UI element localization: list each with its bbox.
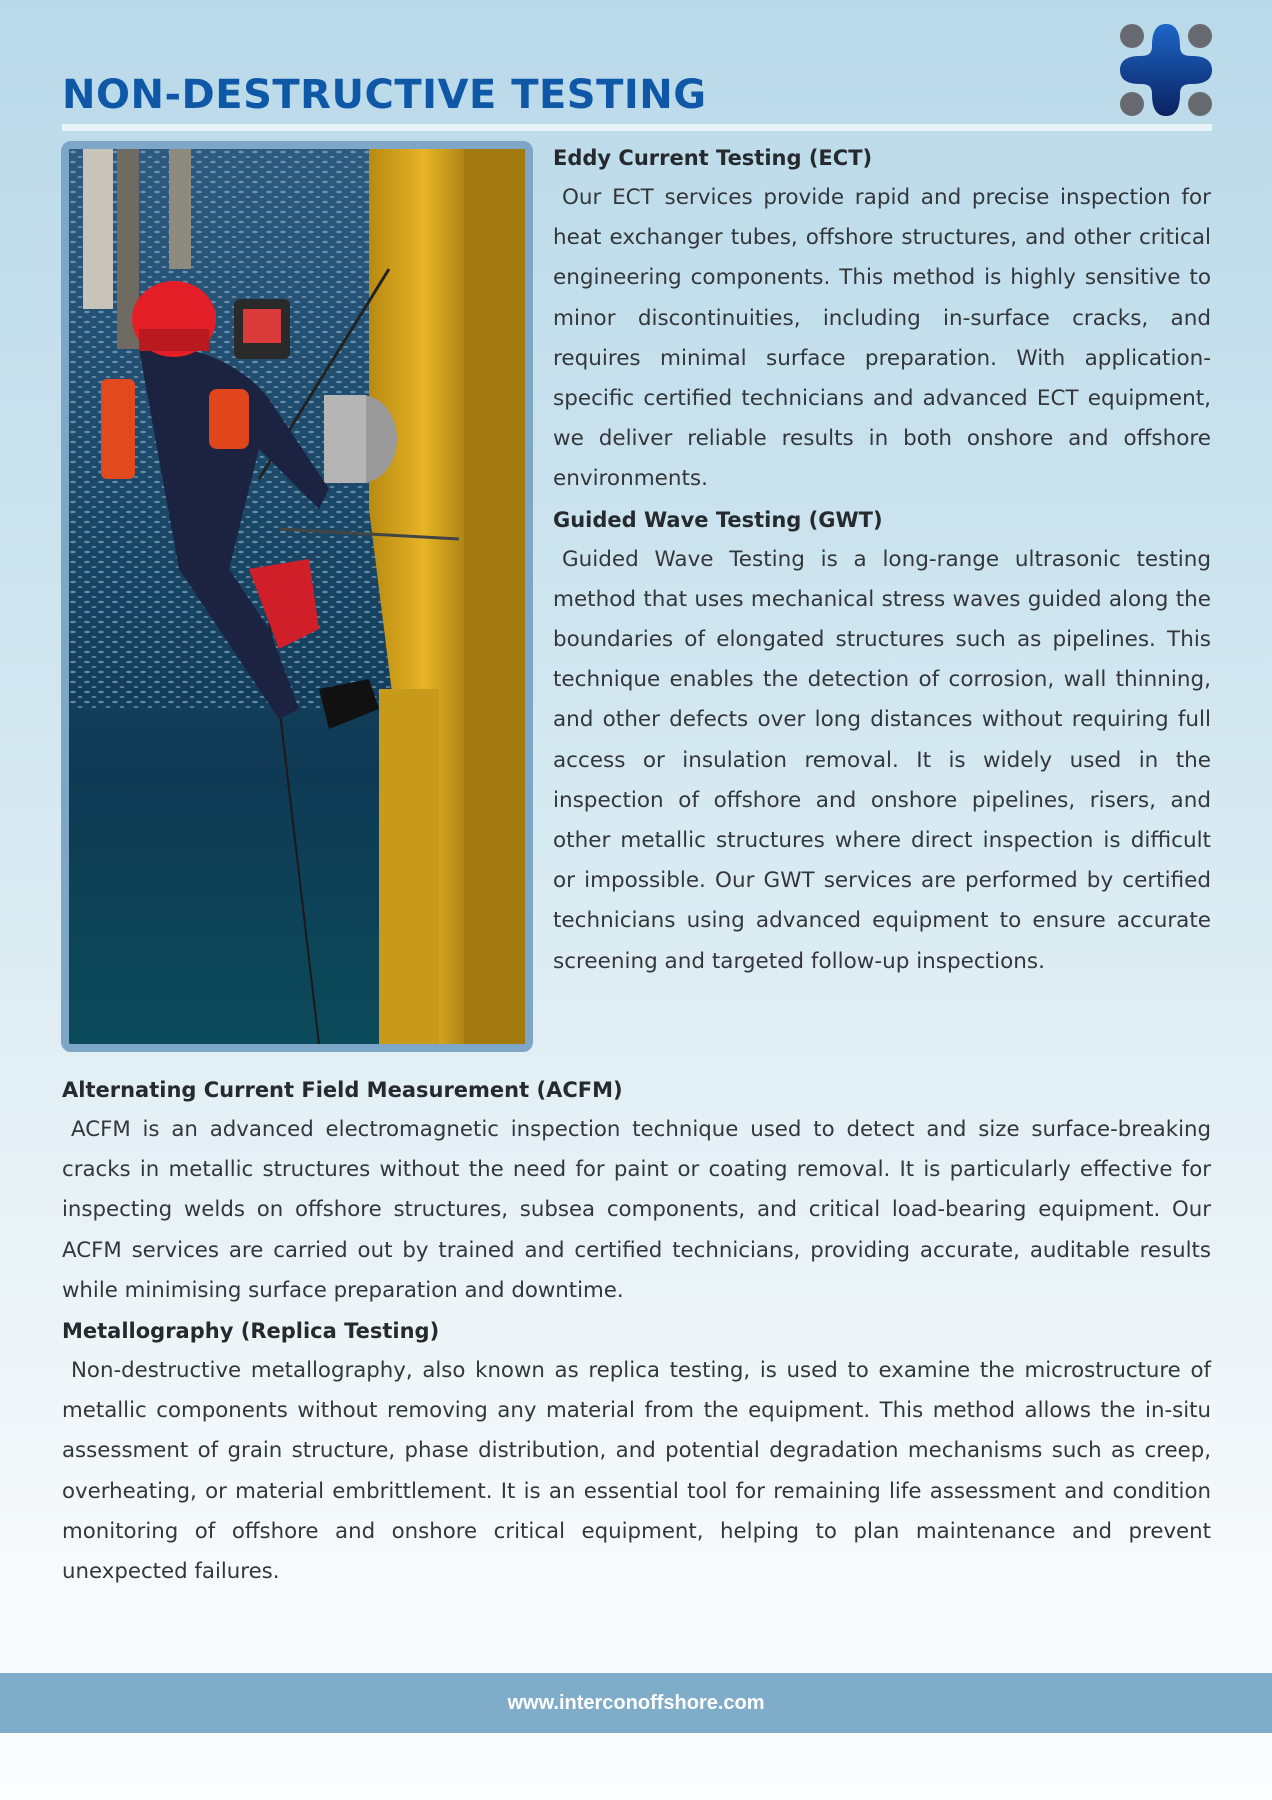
right-text-column — [553, 138, 1211, 982]
full-width-text-column — [62, 1070, 1211, 1592]
gwt-paragraph: Guided Wave Testing is a long-range ultrasonic testing method that uses mechanical stress waves guided along the boundaries of elongated structures such as pipelines. This technique enables the detection of corrosion, wall thinning, and other defects over long distances without requiring full access or insulation removal. It is widely used in the inspection of offshore and onshore pipelines, risers, and other metallic structures where direct inspection is difficult or impossible. Our GWT services are performed by certified technicians using advanced equipment to ensure accurate screening and targeted follow-up inspections. — [553, 546, 1211, 974]
metallography-heading: Metallography (Replica Testing) — [62, 1319, 440, 1344]
website-link[interactable]: www.interconoffshore.com — [507, 1691, 765, 1714]
company-logo-icon — [1118, 22, 1214, 118]
metallography-paragraph: Non-destructive metallography, also known as replica testing, is used to examine the microstructure of metallic components without removing any material from the equipment. This method allows the in-situ assessment of grain structure, phase distribution, and potential degradation mechanisms such as creep, overheating, or material embrittlement. It is an essential tool for remaining life assessment and condition monitoring of offshore and onshore critical equipment, helping to plan maintenance and prevent unexpected failures. — [62, 1358, 1211, 1585]
ect-heading: Eddy Current Testing (ECT) — [553, 146, 873, 170]
page-title: NON-DESTRUCTIVE TESTING — [62, 72, 707, 118]
footer-band — [0, 1673, 1272, 1733]
ect-paragraph: Our ECT services provide rapid and precise inspection for heat exchanger tubes, offshore structures, and other critical engineering components. This method is highly sensitive to minor discontinuities, including in-surface cracks, and requires minimal surface preparation. With application-specific certified technicians and advanced ECT equipment, we deliver reliable results in both onshore and offshore environments. — [553, 185, 1211, 492]
title-divider — [62, 124, 1212, 131]
gwt-heading: Guided Wave Testing (GWT) — [553, 507, 883, 532]
acfm-paragraph: ACFM is an advanced electromagnetic inspection technique used to detect and size surface-breaking cracks in metallic structures without the need for paint or coating removal. It is particularly effective for inspecting welds on offshore structures, subsea components, and critical load-bearing equipment. Our ACFM services are carried out by trained and certified technicians, providing accurate, auditable results while minimising surface preparation and downtime. — [62, 1117, 1211, 1303]
acfm-heading: Alternating Current Field Measurement (ACFM) — [62, 1078, 623, 1102]
rope-access-technician-photo — [61, 141, 533, 1052]
